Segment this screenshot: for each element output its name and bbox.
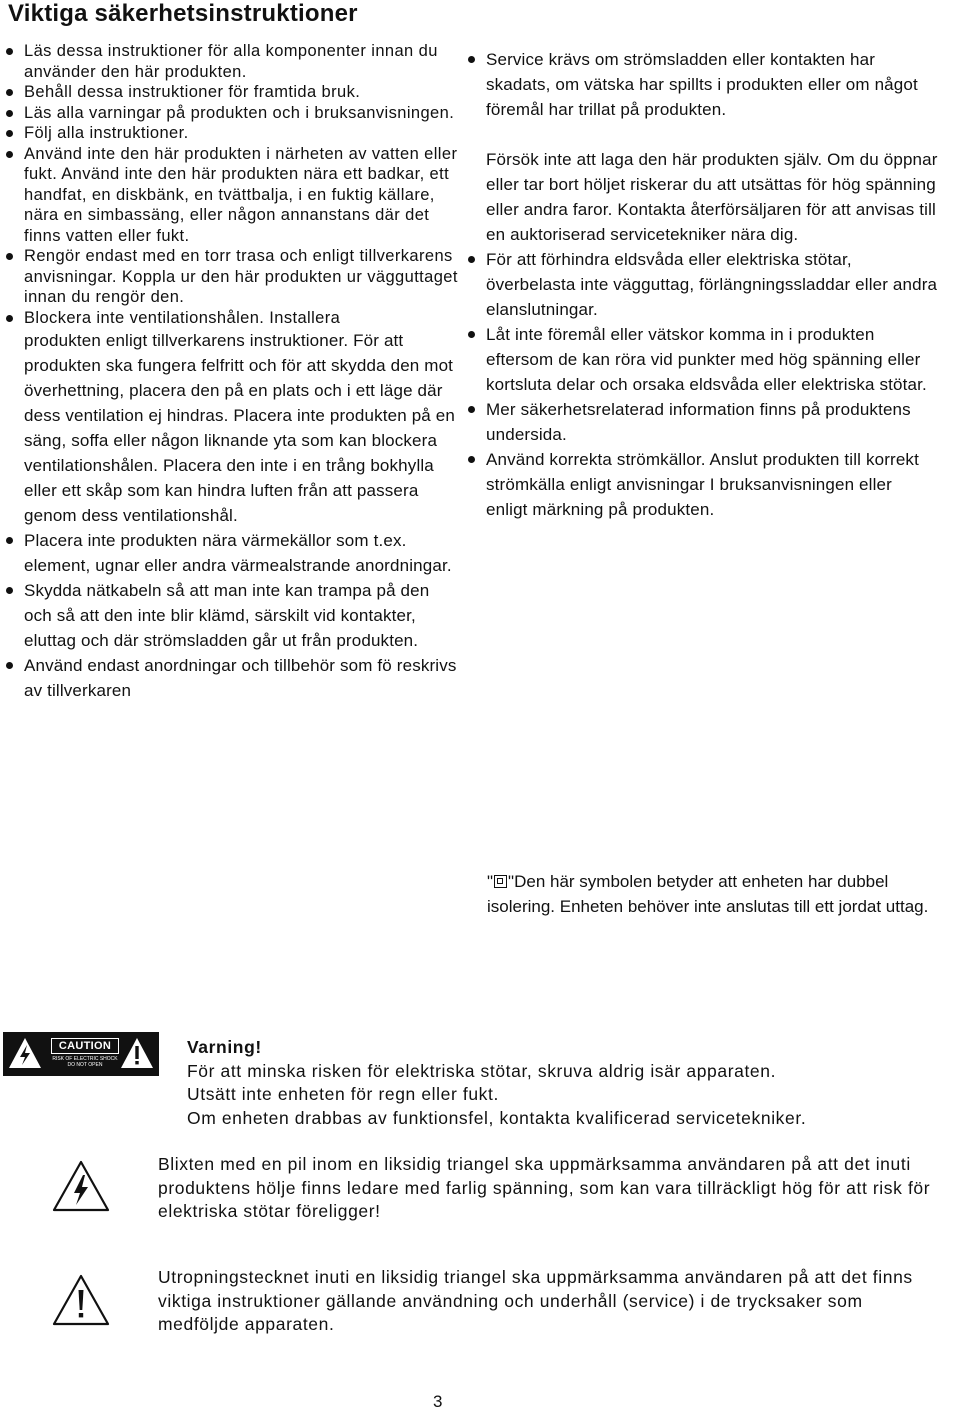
bullet-icon: [6, 253, 13, 260]
page-number: 3: [433, 1392, 443, 1411]
warning-block: [187, 1036, 957, 1130]
list-item: För att förhindra eldsvåda eller elektriska stötar, överbelasta inte vägguttag, förlängningssladdar eller andra elanslutningar.: [468, 247, 938, 322]
page-title: Viktiga säkerhetsinstruktioner: [8, 0, 358, 27]
lightning-warning-icon: [7, 1036, 43, 1070]
bullet-icon: [6, 587, 13, 594]
bullet-icon: [6, 151, 13, 158]
list-item: Mer säkerhetsrelaterad information finns på produktens undersida.: [468, 397, 938, 447]
list-item: Behåll dessa instruktioner för framtida bruk.: [6, 82, 458, 103]
warning-line: Utsätt inte enheten för regn eller fukt.: [187, 1084, 499, 1104]
exclamation-warning-icon: [119, 1036, 155, 1070]
double-insulation-icon: [494, 875, 507, 888]
bullet-icon: [468, 331, 475, 338]
bullet-icon: [6, 48, 13, 55]
list-item: Låt inte föremål eller vätskor komma in i produkten eftersom de kan röra vid punkter med hög spänning eller kortsluta delar och orsaka eldsvåda eller elektriska stötar.: [468, 322, 938, 397]
list-item: Använd endast anordningar och tillbehör som fö reskrivs av tillverkaren: [6, 653, 458, 703]
list-item: Läs alla varningar på produkten och i bruksanvisningen.: [6, 103, 458, 124]
caution-subtext: RISK OF ELECTRIC SHOCK DO NOT OPEN: [52, 1056, 118, 1068]
list-item: Använd korrekta strömkällor. Anslut produkten till korrekt strömkälla enligt anvisningar I bruksanvisningen eller enligt märkning på produkten.: [468, 447, 938, 522]
bullet-icon: [6, 315, 13, 322]
list-item: Läs dessa instruktioner för alla komponenter innan du använder den här produkten.: [6, 41, 458, 82]
paragraph: Försök inte att laga den här produkten själv. Om du öppnar eller tar bort höljet riskerar du att utsättas för hög spänning eller andra faror. Kontakta återförsäljaren för att anvisas till en auktoriserad servicetekniker nära dig.: [486, 150, 938, 244]
left-column: [6, 41, 458, 703]
bullet-icon: [468, 456, 475, 463]
list-item: Blockera inte ventilationshålen. Installera: [6, 308, 458, 329]
warning-title: Varning!: [187, 1037, 262, 1057]
double-insulation-note: " "Den här symbolen betyder att enheten har dubbel isolering. Enheten behöver inte anslutas till ett jordat uttag.: [487, 872, 929, 916]
right-column: [468, 47, 938, 522]
caution-title: CAUTION: [51, 1038, 119, 1054]
bullet-icon: [468, 56, 475, 63]
bullet-icon: [468, 406, 475, 413]
warning-line: Om enheten drabbas av funktionsfel, kontakta kvalificerad servicetekniker.: [187, 1107, 807, 1128]
list-item: Service krävs om strömsladden eller kontakten har skadats, om vätska har spillts i produkten eller om något föremål har trillat på produkten.: [468, 47, 938, 122]
exclamation-symbol-text: Utropningstecknet inuti en liksidig triangel ska uppmärksamma användaren på att det finns viktiga instruktioner gällande användning och underhåll (service) i de trycksaker som medföljde apparaten.: [158, 1267, 913, 1334]
lightning-triangle-icon: [52, 1160, 110, 1212]
list-item: Använd inte den här produkten i närheten av vatten eller fukt. Använd inte den här produkten nära ett badkar, ett handfat, en diskbänk, en tvättbalja, i en fuktig källare, nära en simbassäng, eller någon annanstans där det finns vatten eller fukt.: [6, 144, 458, 247]
list-item: Rengör endast med en torr trasa och enligt tillverkarens anvisningar. Koppla ur den här produkten ur vägguttaget innan du rengör den.: [6, 246, 458, 308]
list-item: Skydda nätkabeln så att man inte kan trampa på den och så att den inte blir klämd, särskilt vid kontakter, eluttag och där strömsladden går ut från produkten.: [6, 578, 458, 653]
exclamation-triangle-icon: [52, 1274, 110, 1326]
lightning-symbol-text: Blixten med en pil inom en liksidig triangel ska uppmärksamma användaren på att det inuti produktens hölje finns ledare med farlig spänning, som kan vara tillräckligt hög för att risk för elektriska stötar föreligger!: [158, 1154, 931, 1221]
bullet-icon: [6, 130, 13, 137]
caution-label: [3, 1032, 159, 1076]
list-item: Följ alla instruktioner.: [6, 123, 458, 144]
bullet-icon: [468, 256, 475, 263]
bullet-icon: [6, 110, 13, 117]
list-item: Placera inte produkten nära värmekällor som t.ex. element, ugnar eller andra värmealstrande anordningar.: [6, 528, 458, 578]
bullet-icon: [6, 537, 13, 544]
list-item-continuation: produkten enligt tillverkarens instruktioner. För att produkten ska fungera felfritt och för att skydda den mot överhettning, placera den på en plats och i ett läge där dess ventilation ej hindras. Placera inte produkten på en säng, soffa eller någon liknande yta som kan blockera ventilationshålen. Placera den inte i en trång bokhylla eller ett skåp som kan hindra luften från att passera genom dess ventilationshål.: [24, 331, 455, 525]
bullet-icon: [6, 662, 13, 669]
bullet-icon: [6, 89, 13, 96]
warning-line: För att minska risken för elektriska stötar, skruva aldrig isär apparaten.: [187, 1060, 777, 1081]
